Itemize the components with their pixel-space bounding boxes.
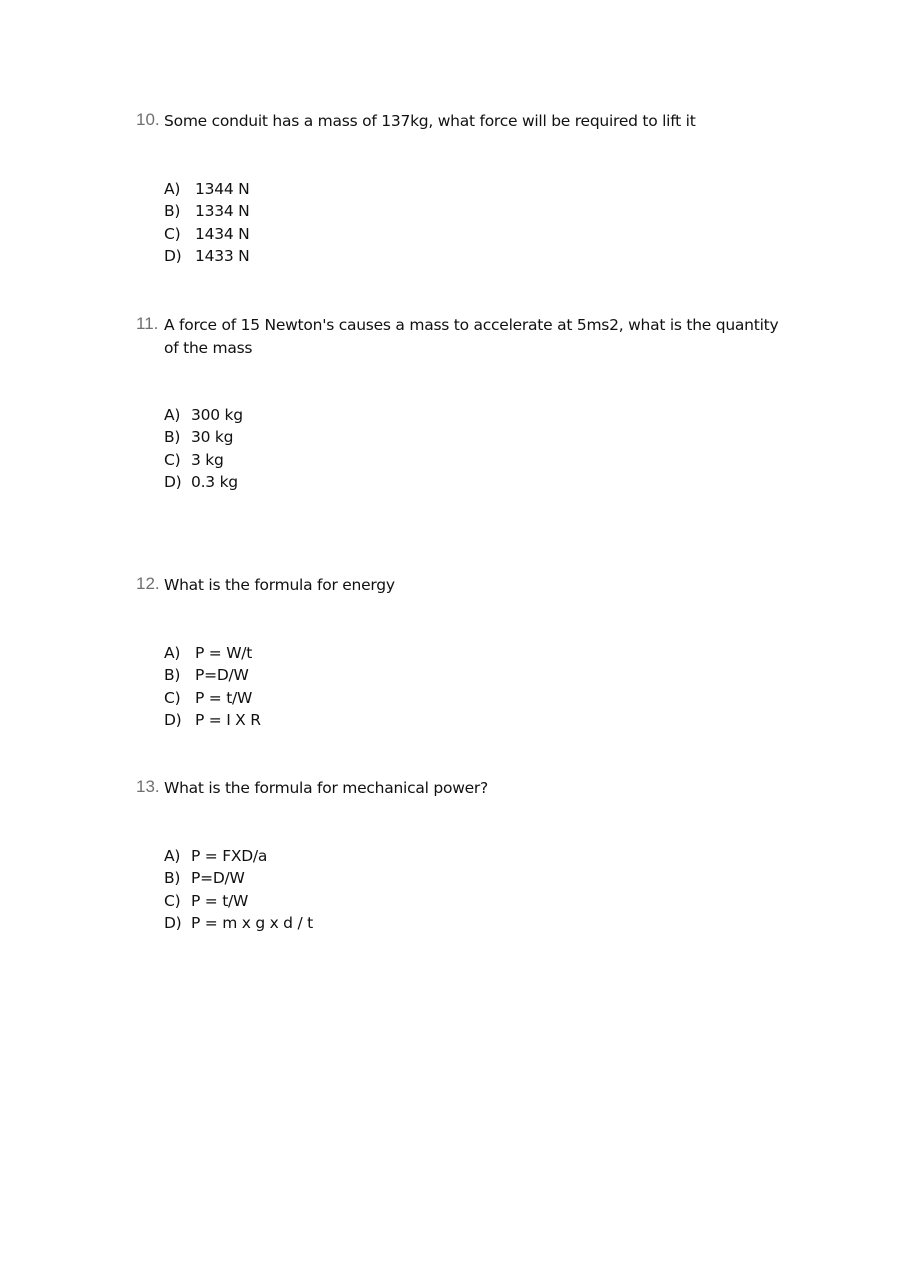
option-text: 1334 N bbox=[195, 202, 250, 221]
option-text: 1433 N bbox=[195, 247, 250, 266]
option-text: 1344 N bbox=[195, 180, 250, 198]
answer-option bbox=[164, 426, 243, 448]
option-letter: A) bbox=[164, 644, 181, 662]
option-letter: D) bbox=[164, 247, 182, 266]
question-heading bbox=[136, 314, 796, 359]
option-letter: C) bbox=[164, 688, 181, 707]
question-text: What is the formula for energy bbox=[164, 576, 395, 594]
question-text: A force of 15 Newton's causes a mass to accelerate at 5ms2, what is the quantity of the mass bbox=[164, 316, 779, 357]
question-heading bbox=[136, 574, 796, 597]
option-text: 30 kg bbox=[191, 428, 234, 447]
option-letter: B) bbox=[164, 869, 181, 888]
answer-option bbox=[164, 223, 249, 245]
option-text: 300 kg bbox=[191, 406, 243, 424]
answer-option bbox=[164, 845, 313, 867]
option-letter: D) bbox=[164, 473, 182, 492]
question-heading bbox=[136, 777, 796, 800]
option-text: P = t/W bbox=[191, 891, 249, 910]
question-number: 10. bbox=[136, 110, 160, 129]
answer-options-10 bbox=[164, 178, 249, 268]
option-letter: C) bbox=[164, 450, 181, 469]
option-letter: C) bbox=[164, 891, 181, 910]
answer-option bbox=[164, 404, 243, 426]
answer-option bbox=[164, 449, 243, 471]
option-text: P=D/W bbox=[191, 869, 245, 888]
question-number: 11. bbox=[136, 314, 159, 333]
answer-option bbox=[164, 200, 249, 222]
option-text: 3 kg bbox=[191, 450, 224, 469]
option-text: P = t/W bbox=[195, 688, 253, 707]
question-10 bbox=[136, 110, 796, 133]
option-letter: A) bbox=[164, 180, 181, 198]
answer-option bbox=[164, 709, 261, 731]
option-text: P = W/t bbox=[195, 644, 253, 662]
answer-option bbox=[164, 912, 313, 934]
question-text: What is the formula for mechanical power? bbox=[164, 779, 489, 797]
option-text: 1434 N bbox=[195, 224, 250, 243]
question-11 bbox=[136, 314, 796, 359]
option-text: P=D/W bbox=[195, 666, 249, 685]
question-heading bbox=[136, 110, 796, 133]
option-letter: A) bbox=[164, 406, 181, 424]
answer-option bbox=[164, 867, 313, 889]
option-text: P = m x g x d / t bbox=[191, 914, 313, 933]
answer-option bbox=[164, 178, 249, 200]
option-letter: D) bbox=[164, 914, 182, 933]
answer-option bbox=[164, 664, 261, 686]
answer-options-13 bbox=[164, 845, 313, 935]
option-letter: D) bbox=[164, 711, 182, 730]
answer-option bbox=[164, 471, 243, 493]
answer-option bbox=[164, 245, 249, 267]
answer-option bbox=[164, 642, 261, 664]
option-text: P = FXD/a bbox=[191, 847, 268, 865]
option-letter: C) bbox=[164, 224, 181, 243]
question-13 bbox=[136, 777, 796, 800]
question-text: Some conduit has a mass of 137kg, what force will be required to lift it bbox=[164, 112, 696, 130]
option-letter: B) bbox=[164, 666, 181, 685]
answer-options-12 bbox=[164, 642, 261, 732]
option-letter: B) bbox=[164, 202, 181, 221]
answer-option bbox=[164, 687, 261, 709]
option-text: P = I X R bbox=[195, 711, 261, 730]
option-letter: B) bbox=[164, 428, 181, 447]
answer-options-11 bbox=[164, 404, 243, 494]
question-number: 12. bbox=[136, 574, 160, 593]
option-letter: A) bbox=[164, 847, 181, 865]
question-number: 13. bbox=[136, 777, 160, 796]
answer-option bbox=[164, 890, 313, 912]
option-text: 0.3 kg bbox=[191, 473, 238, 492]
question-12 bbox=[136, 574, 796, 597]
